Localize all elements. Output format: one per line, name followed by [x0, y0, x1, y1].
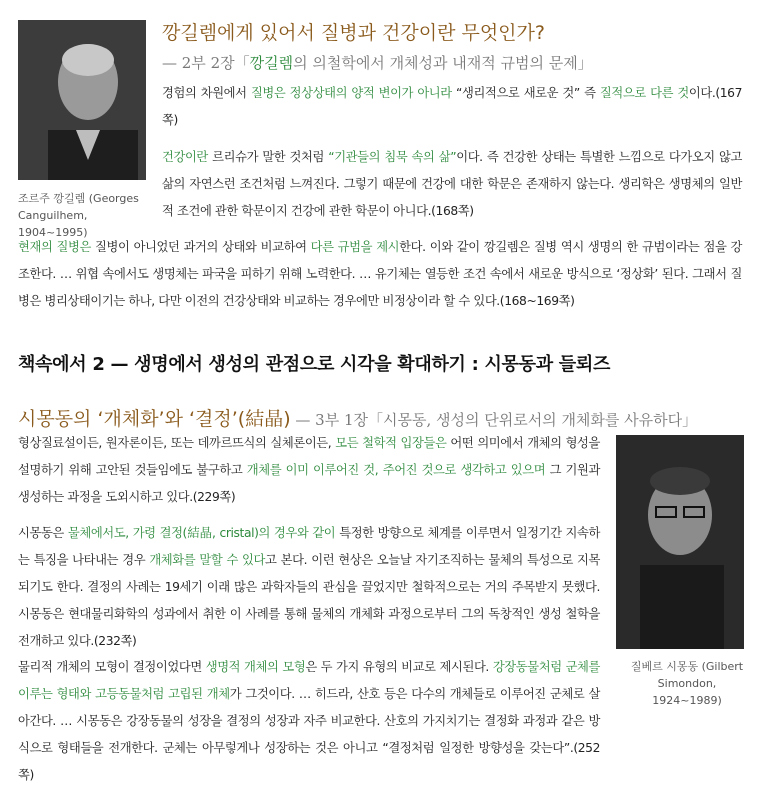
highlight-text: 생명적 개체의 모형: [205, 660, 306, 674]
body-text: 가 그것이다. … 히드라, 산호 등은 다수의 개체들로 이루어진 군체로 살아간다. … 시몽동은 강장동물의 성장을 결정의 성장과 자주 비교한다. 산호의 가지치기는 결정화 과정과 같은 방식으로 형태들을 전개한다. 군체는 아무렇게나 성장하는 것은 아니고 “결정처럼 일정한 방향성을 갖는다”.(252쪽): [18, 687, 600, 782]
canguilhem-photo: [18, 20, 146, 180]
caption-line: Simondon, 1924~1989): [652, 677, 722, 707]
body-text: 어떤 의미에서 개체의 형성을 설명하기 위해 고안된 것들임에도 불구하고: [18, 436, 601, 477]
body-text: 그 기원과 생성하는 과정을 도외시하고 있다.(229쪽): [18, 463, 600, 504]
subtitle-green: 깡길렘: [249, 54, 294, 72]
body-text: 물리적 개체의 모형이 결정이었다면: [18, 660, 206, 674]
bottom-title-line: [18, 404, 697, 431]
body-text: 한다. 이와 같이 깡길렘은 질병 역시 생명의 한 규범이라는 점을 강조한다. … 위협 속에서도 생명체는 파국을 피하기 위해 노력한다. … 유기체는 열등한 조건 속에서 새로운 방식으로 ‘정상화’ 된다. 그래서 질병은 병리상태이기는 하나, 다만 이전의 건강상태와 비교하는 경우에만 비정상이라 할 수 있다.(168~169쪽): [18, 240, 742, 308]
body-text: 이다.(167쪽): [162, 86, 742, 127]
caption-line: 질베르 시몽동 (Gilbert: [630, 660, 744, 673]
simondon-caption: [622, 658, 752, 709]
highlight-text: 질병은 정상상태의 양적 변이가 아니라: [250, 86, 452, 100]
bottom-paragraph-1: [18, 430, 600, 511]
body-text: 특정한 방향으로 체계를 이루면서 일정기간 지속하는 특징을 나타내는 경우: [18, 526, 600, 567]
highlight-text: “기관들의 침묵 속의 삶”: [328, 150, 457, 164]
highlight-text: 다른 규범을 제시: [310, 240, 400, 254]
body-text: 형상질료설이든, 원자론이든, 또는 데까르뜨식의 실체론이든,: [18, 436, 336, 450]
body-text: “생리적으로 새로운 것” 즉: [451, 86, 600, 100]
subtitle-prefix: — 2부 2장「: [162, 54, 250, 72]
highlight-text: 강장동물처럼 군체를 이루는 형태와 고등동물처럼 고립된 개체: [18, 660, 601, 701]
body-text: 질병이 아니었던 과거의 상태와 비교하여: [90, 240, 311, 254]
top-paragraph-1: [162, 80, 742, 134]
caption-line: 조르주 깡길렘 (Georges: [18, 192, 139, 205]
body-text: 이다. 즉 건강한 상태는 특별한 느낌으로 다가오지 않고 삶의 자연스런 조건처럼 느껴진다. 그렇기 때문에 건강에 대한 학문은 존재하지 않는다. 생리학은 생명체의 일반적 조건에 관한 학문이지 건강에 관한 학문이 아니다.(168쪽): [162, 150, 742, 218]
body-text: 은 두 가지 유형의 비교로 제시된다.: [305, 660, 493, 674]
highlight-text: 질적으로 다른 것: [599, 86, 689, 100]
top-paragraph-3: [18, 234, 742, 315]
highlight-text: 현재의 질병은: [18, 240, 91, 254]
top-paragraph-2: [162, 144, 742, 225]
bottom-subtitle: — 3부 1장「시몽동, 생성의 단위로서의 개체화를 사유하다」: [290, 411, 698, 429]
top-subtitle: [162, 52, 593, 73]
bottom-title: 시몽동의 ‘개체화’와 ‘결정’(結晶): [18, 408, 291, 430]
highlight-text: 건강이란: [162, 150, 208, 164]
highlight-text: 개체화를 말할 수 있다: [149, 553, 266, 567]
caption-line: Canguilhem, 1904~1995): [18, 209, 88, 239]
body-text: 고 본다. 이런 현상은 오늘날 자기조직하는 물체의 특성으로 지목되기도 한다. 결정의 사례는 19세기 이래 많은 과학자들의 관심을 끌었지만 철학적으로는 거의 주목받지 못했다. 시몽동은 현대물리화학의 성과에서 취한 이 사례를 통해 물체의 개체화 과정으로부터 그의 독창적인 생성 철학을 전개하고 있다.(232쪽): [18, 553, 601, 648]
highlight-text: 모든 철학적 입장들은: [335, 436, 447, 450]
section-heading: 책속에서 2 — 생명에서 생성의 관점으로 시각을 확대하기 : 시몽동과 들뢰즈: [18, 354, 611, 375]
body-text: 르리슈가 말한 것처럼: [207, 150, 329, 164]
top-title: 깡길렘에게 있어서 질병과 건강이란 무엇인가?: [162, 22, 545, 44]
highlight-text: 물체에서도, 가령 결정(結晶, cristal)의 경우와 같이: [67, 526, 336, 540]
highlight-text: 개체를 이미 이루어진 것, 주어진 것으로 생각하고 있으며: [246, 463, 546, 477]
bottom-paragraph-2: [18, 520, 600, 655]
subtitle-rest: 의 의철학에서 개체성과 내재적 규범의 문제」: [293, 54, 593, 72]
body-text: 경험의 차원에서: [162, 86, 251, 100]
body-text: 시몽동은: [18, 526, 68, 540]
simondon-photo: [616, 435, 744, 649]
